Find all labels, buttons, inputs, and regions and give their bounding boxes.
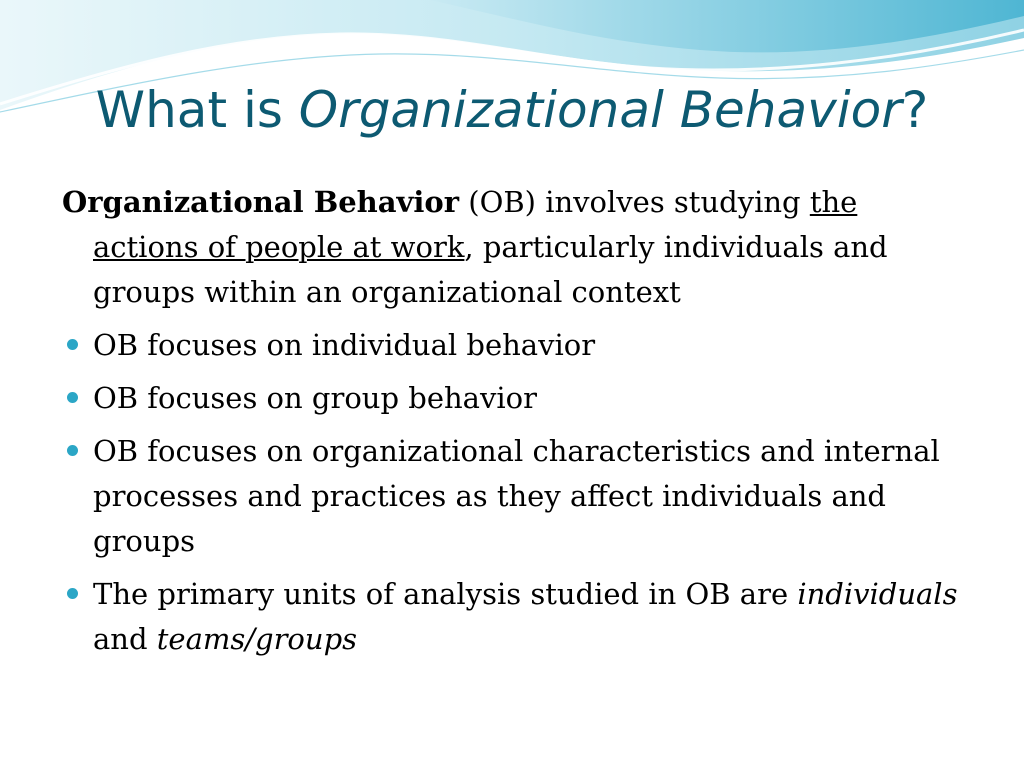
bullet-text: OB focuses on organizational characteristics and internal processes and practices as they affect individuals and groups: [93, 434, 940, 558]
bullet-emphasis-teams: teams/groups: [156, 622, 358, 656]
bullet-item-4: [62, 572, 962, 662]
bullet-dot-icon: [67, 588, 78, 599]
bullet-item-2: [62, 376, 962, 421]
bullet-dot-icon: [67, 339, 78, 350]
definition-part2: , particularly individuals and groups within an organizational context: [93, 230, 888, 309]
bullet-text-prefix: The primary units of analysis studied in OB are: [93, 577, 798, 611]
bullet-item-3: [62, 429, 962, 564]
bullet-item-1: [62, 323, 962, 368]
bullet-dot-icon: [67, 392, 78, 403]
bullet-emphasis-individuals: individuals: [797, 577, 958, 611]
bullet-text-mid: and: [93, 622, 157, 656]
slide-body: [62, 180, 962, 670]
slide-title: [0, 78, 1024, 142]
definition-part1: (OB) involves studying: [459, 185, 810, 219]
bullet-dot-icon: [67, 445, 78, 456]
title-prefix: What is: [95, 81, 299, 139]
title-suffix: ?: [901, 81, 929, 139]
title-emphasis: Organizational Behavior: [298, 81, 902, 139]
definition-paragraph: [62, 180, 962, 315]
definition-term: Organizational Behavior: [62, 185, 460, 219]
bullet-text: OB focuses on individual behavior: [93, 328, 596, 362]
bullet-text: OB focuses on group behavior: [93, 381, 537, 415]
definition-underlined: the actions of people at work: [93, 185, 858, 264]
